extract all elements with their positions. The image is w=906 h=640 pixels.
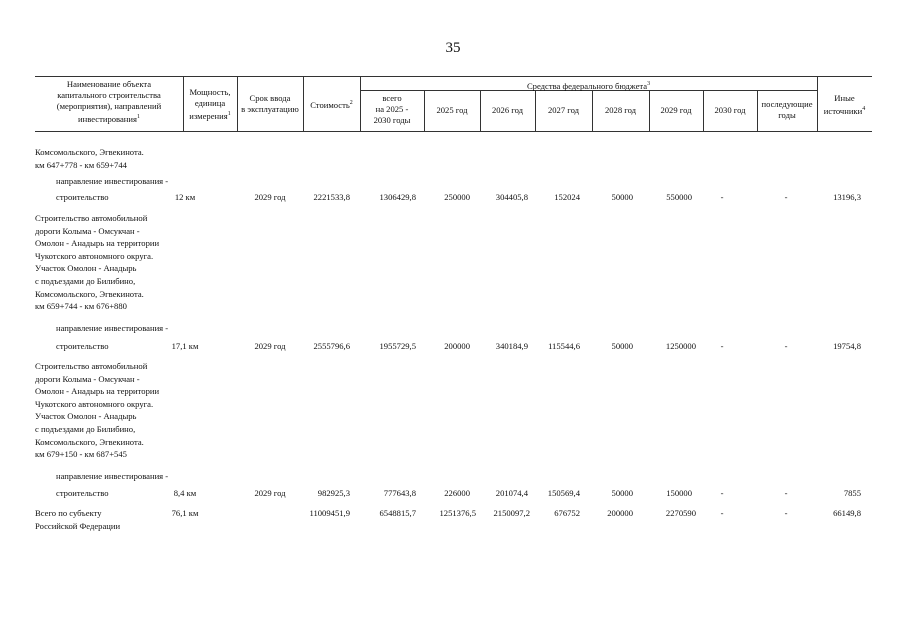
cell-other: 13196,3 xyxy=(833,192,861,202)
row-label: строительство xyxy=(56,192,109,202)
cell-cost: 2221533,8 xyxy=(313,192,350,202)
cell-2025: 1251376,5 xyxy=(439,508,476,518)
cell-2029: 2270590 xyxy=(665,508,696,518)
cell-year: 2029 год xyxy=(254,192,286,202)
cell-2027: 676752 xyxy=(554,508,580,518)
cell-2030: - xyxy=(720,488,724,498)
object-name-continued: Комсомольского, Эгвекинота. км 647+778 - км 659+744 xyxy=(35,147,144,170)
cell-year: 2029 год xyxy=(254,488,286,498)
row-label-total: Всего по субъекту Российской Федерации xyxy=(35,508,121,531)
cell-2028: 50000 xyxy=(611,488,633,498)
header-capacity: Мощность, единица измерения$^1$ xyxy=(189,87,231,121)
direction-label: направление инвестирования - xyxy=(56,176,169,186)
cell-2028: 200000 xyxy=(607,508,633,518)
cell-2027: 150569,4 xyxy=(547,488,580,498)
header-2027: 2027 год xyxy=(547,105,580,115)
row-label: строительство xyxy=(56,341,109,351)
header-name: Наименование объекта капитального строительства (мероприятия), направлений инвестирования$^1$ xyxy=(56,79,162,124)
header-other-sources: Иные источники$^4$ xyxy=(823,93,866,116)
header-2026: 2026 год xyxy=(491,105,524,115)
cell-total: 6548815,7 xyxy=(379,508,416,518)
cell-capacity: 8,4 км xyxy=(173,488,197,498)
object-name: Строительство автомобильной дороги Колыма - Омсукчан - Омолон - Анадырь на территории Чукотского автономного округа. Участок Омолон - Анадырь с подъездами до Билибино, Комсомольского, Эгвекинота. км 679+150 - км 687+545 xyxy=(35,361,160,460)
cell-total: 777643,8 xyxy=(383,488,416,498)
header-2029: 2029 год xyxy=(660,105,692,115)
cell-2026: 2150097,2 xyxy=(493,508,530,518)
object-name: Строительство автомобильной дороги Колыма - Омсукчан - Омолон - Анадырь на территории Чукотского автономного округа. Участок Омолон - Анадырь с подъездами до Билибино, Комсомольского, Эгвекинота. км 659+744 - км 676+880 xyxy=(35,213,160,312)
header-federal-budget: Средства федерального бюджета$^3$ xyxy=(526,80,651,91)
cell-total: 1306429,8 xyxy=(379,192,416,202)
cell-next: - xyxy=(784,341,788,351)
header-next-years: последующие годы xyxy=(761,99,813,120)
cell-2027: 152024 xyxy=(554,192,580,202)
table-header xyxy=(35,76,872,132)
cell-cost: 982925,3 xyxy=(317,488,350,498)
cell-capacity: 17,1 км xyxy=(171,341,199,351)
cell-capacity: 76,1 км xyxy=(171,508,199,518)
cell-other: 7855 xyxy=(843,488,861,498)
cell-next: - xyxy=(784,192,788,202)
cell-other: 19754,8 xyxy=(833,341,861,351)
cell-2030: - xyxy=(720,508,724,518)
cell-capacity: 12 км xyxy=(174,192,196,202)
cell-2026: 304405,8 xyxy=(495,192,528,202)
cell-2029: 150000 xyxy=(666,488,692,498)
cell-2030: - xyxy=(720,192,724,202)
header-commissioning: Срок ввода в эксплуатацию xyxy=(241,93,299,114)
cell-2028: 50000 xyxy=(611,192,633,202)
cell-2025: 250000 xyxy=(444,192,470,202)
row-label: строительство xyxy=(56,488,109,498)
cell-2025: 226000 xyxy=(444,488,470,498)
cell-2029: 550000 xyxy=(666,192,692,202)
cell-2028: 50000 xyxy=(611,341,633,351)
page-number: 35 xyxy=(445,40,461,56)
cell-2029: 1250000 xyxy=(665,341,696,351)
cell-2030: - xyxy=(720,341,724,351)
header-cost: Стоимость$^2$ xyxy=(310,99,353,110)
cell-cost: 2555796,6 xyxy=(313,341,350,351)
cell-next: - xyxy=(784,508,788,518)
header-total: всего на 2025 - 2030 годы xyxy=(373,93,411,125)
cell-2026: 201074,4 xyxy=(495,488,528,498)
cell-2027: 115544,6 xyxy=(548,341,580,351)
header-2025: 2025 год xyxy=(436,105,468,115)
direction-label: направление инвестирования - xyxy=(56,323,169,333)
cell-total: 1955729,5 xyxy=(379,341,416,351)
cell-2025: 200000 xyxy=(444,341,470,351)
cell-2026: 340184,9 xyxy=(495,341,528,351)
cell-cost: 11009451,9 xyxy=(309,508,350,518)
direction-label: направление инвестирования - xyxy=(56,471,169,481)
cell-next: - xyxy=(784,488,788,498)
header-2030: 2030 год xyxy=(714,105,746,115)
cell-year: 2029 год xyxy=(254,341,286,351)
header-2028: 2028 год xyxy=(604,105,637,115)
cell-other: 66149,8 xyxy=(833,508,861,518)
